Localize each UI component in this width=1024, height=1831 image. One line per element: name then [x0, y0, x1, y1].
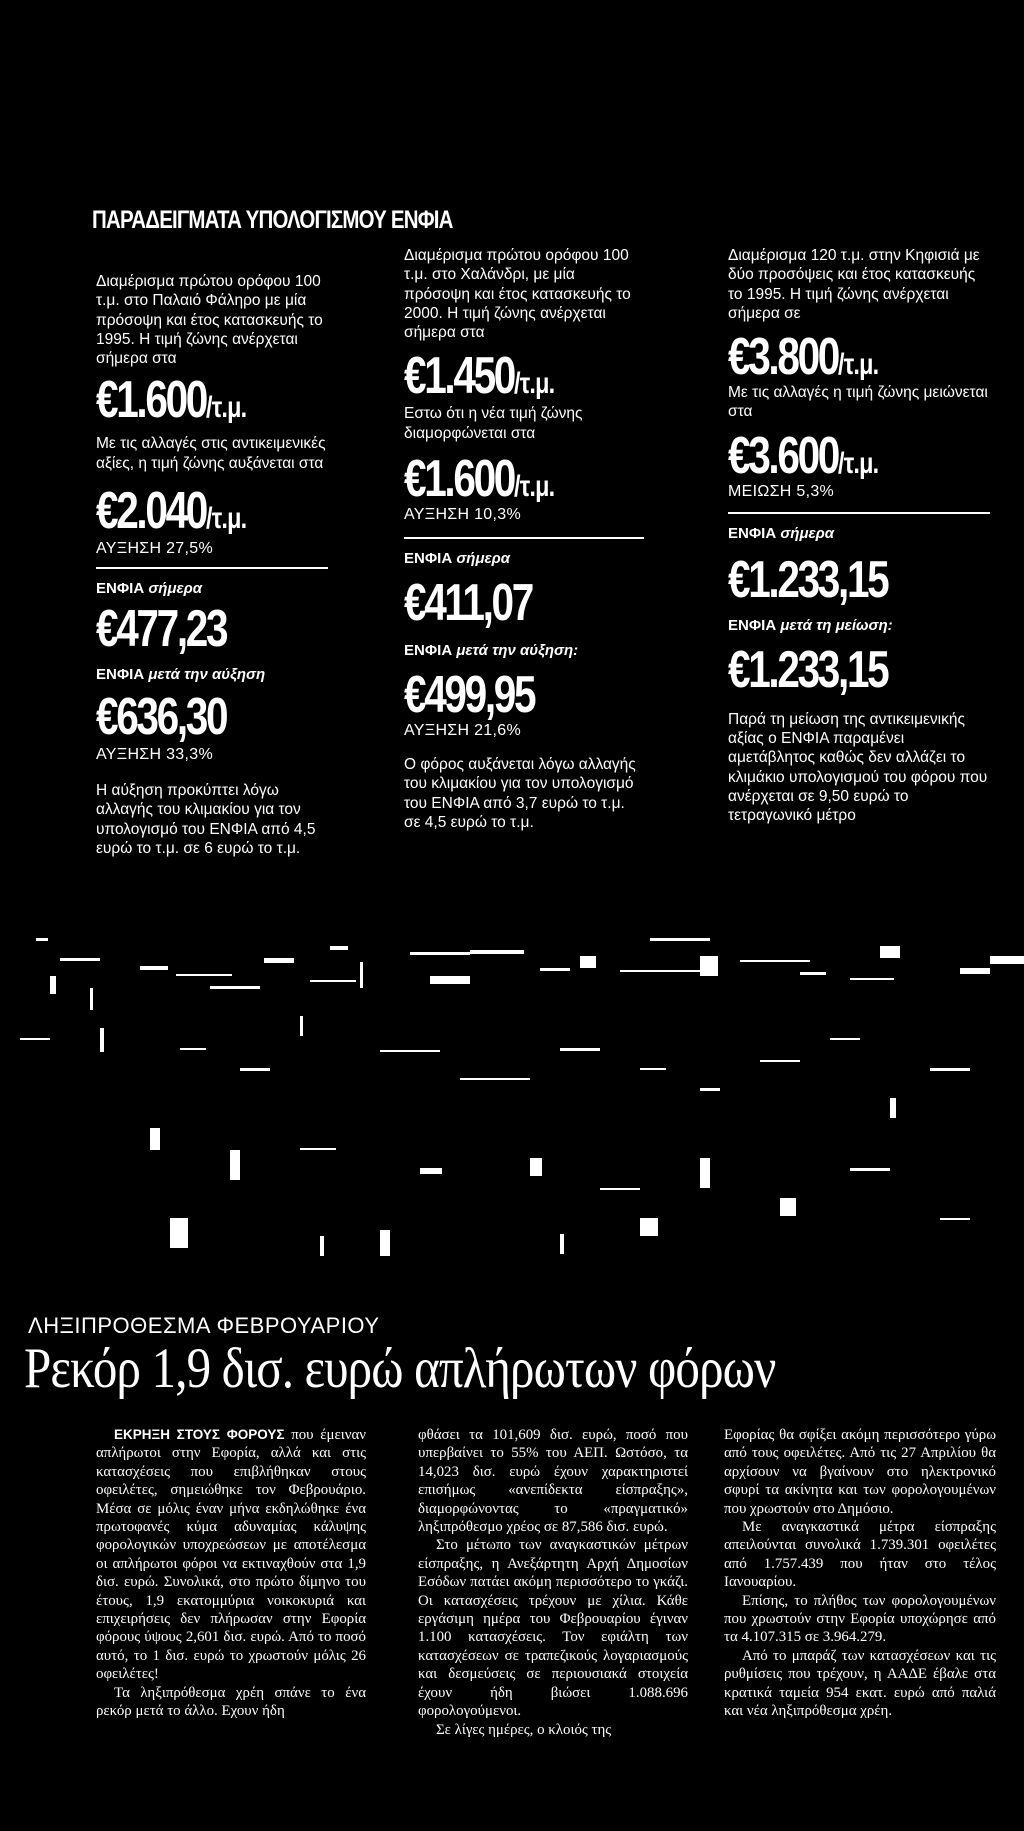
example-1-change-text: Με τις αλλαγές στις αντικειμενικές αξίες, η τιμή ζώνης αυξάνεται στα — [96, 435, 326, 472]
article-paragraph: Επίσης, το πλήθος των φορολογουμένων που χρωστούν στην Εφορία υποχώρησε από τα 4.107.315 σε 3.964.279. — [724, 1592, 996, 1646]
example-1-enfia-today-value: €477,23 — [96, 600, 227, 659]
article-column-2 — [418, 1426, 688, 1739]
example-2-price-change: ΑΥΞΗΣΗ 10,3% — [404, 506, 521, 524]
example-2-price-now: €1.450/τ.μ. — [404, 347, 555, 406]
example-1-price-new: €2.040/τ.μ. — [96, 482, 247, 541]
example-1-note: Η αύξηση προκύπτει λόγω αλλαγής του κλιμακίου για τον υπολογισμό του ΕΝΦΙΑ από 4,5 ευρώ το τ.μ. σε 6 ευρώ το τ.μ. — [96, 782, 316, 857]
example-1-enfia-after-value: €636,30 — [96, 688, 227, 747]
article-paragraph: Στο μέτωπο των αναγκαστικών μέτρων είσπραξης, η Ανεξάρτητη Αρχή Δημοσίων Εσόδων πατάει ακόμη περισσότερο το γκάζι. Οι κατασχέσεις τρέχουν με χίλια. Κάθε εργάσιμη ημέρα του Φεβρουαρίου έγιναν 1.100 κατασχέσεις. Τον εφιάλτη των κατασχέσεων σε τραπεζικούς λογαριασμούς και δεσμεύσεις σε περιουσιακά στοιχεία έχουν ήδη βιώσει 1.088.696 φορολογούμενοι. — [418, 1537, 688, 1720]
example-1-enfia-today-label: ΕΝΦΙΑ σήμερα — [96, 580, 203, 598]
example-3-enfia-today-value: €1.233,15 — [728, 550, 888, 609]
example-3-price-change: ΜΕΙΩΣΗ 5,3% — [728, 482, 835, 500]
article-column-3 — [724, 1426, 996, 1721]
article-lead: ΕΚΡΗΞΗ ΣΤΟΥΣ ΦΟΡΟΥΣ — [114, 1427, 285, 1442]
article-paragraph: Από το μπαράζ των κατασχέσεων και τις ρυθμίσεις που τρέχουν, η ΑΑΔΕ έβαλε στα κρατικά ταμεία 954 εκατ. ευρώ από παλιά και νέα ληξιπρόθεσμα χρέη. — [724, 1647, 996, 1720]
example-2-price-new: €1.600/τ.μ. — [404, 450, 555, 509]
example-1-price-now: €1.600/τ.μ. — [96, 371, 247, 430]
divider — [404, 537, 644, 539]
example-3-enfia-after-label: ΕΝΦΙΑ μετά τη μείωση: — [728, 616, 893, 634]
rooftops-image — [0, 918, 1024, 1264]
example-2-intro: Διαμέρισμα πρώτου ορόφου 100 τ.μ. στο Χαλάνδρι, με μία πρόσοψη και έτος κατασκευής το 2000. Η τιμή ζώνης ανέρχεται σήμερα στα — [404, 247, 631, 342]
example-2 — [404, 246, 644, 832]
divider — [728, 512, 990, 514]
example-3-intro: Διαμέρισμα 120 τ.μ. στην Κηφισιά με δύο προσόψεις και έτος κατασκευής το 1995. Η τιμή ζώνης ανέρχεται σήμερα σε — [728, 247, 980, 322]
article-paragraph: Τα ληξιπρόθεσμα χρέη σπάνε το ένα ρεκόρ μετά το άλλο. Εχουν ήδη — [96, 1684, 366, 1720]
example-1-price-change: ΑΥΞΗΣΗ 27,5% — [96, 540, 213, 558]
section-title: ΠΑΡΑΔΕΙΓΜΑΤΑ ΥΠΟΛΟΓΙΣΜΟΥ ΕΝΦΙΑ — [92, 206, 453, 234]
example-2-enfia-today-label: ΕΝΦΙΑ σήμερα — [404, 550, 511, 568]
article-column-1 — [96, 1426, 366, 1721]
city-rooftops-photo — [0, 918, 1024, 1264]
example-3-change-text: Με τις αλλαγές η τιμή ζώνης μειώνεται στα — [728, 384, 988, 421]
article-paragraph — [96, 1426, 366, 1684]
divider — [96, 567, 328, 569]
example-2-enfia-after-value: €499,95 — [404, 666, 535, 725]
example-2-change-text: Εστω ότι η νέα τιμή ζώνης διαμορφώνεται στα — [404, 405, 583, 442]
article-paragraph: Σε λίγες ημέρες, ο κλοιός της — [436, 1721, 612, 1738]
article-paragraph: φθάσει τα 101,609 δισ. ευρώ, ποσό που υπερβαίνει το 55% του ΑΕΠ. Ωστόσο, τα 14,023 δισ. ευρώ έχουν χαρακτηριστεί επισήμως «ανεπίδεκτα είσπραξης», διαμορφώνοντας το «πραγματικό» ληξιπρόθεσμο χρέος σε 87,586 δισ. ευρώ. — [418, 1427, 688, 1536]
example-3-note: Παρά τη μείωση της αντικειμενικής αξίας ο ΕΝΦΙΑ παραμένει αμετάβλητος καθώς δεν αλλάζει το κλιμάκιο υπολογισμού του φόρου που ανέρχεται σε 9,50 ευρώ το τετραγωνικό μέτρο — [728, 710, 988, 825]
article-paragraph: Με αναγκαστικά μέτρα είσπραξης απειλούνται συνολικά 1.739.301 οφειλέτες από 1.757.439 που ήταν στο τέλος Ιανουαρίου. — [724, 1519, 996, 1591]
example-1-enfia-change: ΑΥΞΗΣΗ 33,3% — [96, 746, 213, 764]
article-kicker: ΛΗΞΙΠΡΟΘΕΣΜΑ ΦΕΒΡΟΥΑΡΙΟΥ — [28, 1313, 380, 1338]
example-3-price-now: €3.800/τ.μ. — [728, 328, 879, 387]
example-1-enfia-after-label: ΕΝΦΙΑ μετά την αύξηση — [96, 666, 266, 684]
article-headline: Ρεκόρ 1,9 δισ. ευρώ απλήρωτων φόρων — [24, 1337, 776, 1400]
example-2-enfia-change: ΑΥΞΗΣΗ 21,6% — [404, 722, 521, 740]
example-2-note: Ο φόρος αυξάνεται λόγω αλλαγής του κλιμακίου για τον υπολογισμό του ΕΝΦΙΑ από 3,7 ευρώ το τ.μ. σε 4,5 ευρώ το τ.μ. — [404, 756, 636, 831]
example-2-enfia-after-label: ΕΝΦΙΑ μετά την αύξηση: — [404, 642, 579, 660]
example-3 — [728, 246, 990, 826]
example-1 — [96, 272, 328, 858]
example-2-enfia-today-value: €411,07 — [404, 574, 533, 633]
example-3-enfia-today-label: ΕΝΦΙΑ σήμερα — [728, 524, 835, 542]
article-text: που έμειναν απλήρωτοι στην Εφορία, αλλά και στις κατασχέσεις που επιβλήθηκαν στους οφειλέτες, σημειώθηκε τον Φεβρουάριο. Μέσα σε μόλις έναν μήνα εκδηλώθηκε ένα πρωτοφανές κύμα αδυναμίας κάλυψης φορολογικών υποχρεώσεων με αποτέλεσμα οι απλήρωτοι φόροι να εκτιναχθούν στα 1,9 δισ. ευρώ. Συνολικά, στο πρώτο δίμηνο του έτους, 1,9 εκατομμύρια νοικοκυριά και επιχειρήσεις δεν πλήρωσαν στην Εφορία φόρους ύψους 2,601 δισ. ευρώ. Από το ποσό αυτό, το 1 δισ. ευρώ το χρωστούν μόλις 26 οφειλέτες! — [96, 1427, 366, 1683]
example-3-enfia-after-value: €1.233,15 — [728, 640, 888, 699]
example-3-price-new: €3.600/τ.μ. — [728, 426, 879, 485]
article-paragraph: Εφορίας θα σφίξει ακόμη περισσότερο γύρω από τους οφειλέτες. Από τις 27 Απριλίου θα αρχίσουν να βγαίνουν στο ηλεκτρονικό σφυρί τα ακίνητα και των φορολογουμένων που χρωστούν στο Δημόσιο. — [724, 1427, 996, 1517]
example-1-intro: Διαμέρισμα πρώτου ορόφου 100 τ.μ. στο Παλαιό Φάληρο με μία πρόσοψη και έτος κατασκευής το 1995. Η τιμή ζώνης ανέρχεται σήμερα στα — [96, 273, 323, 368]
